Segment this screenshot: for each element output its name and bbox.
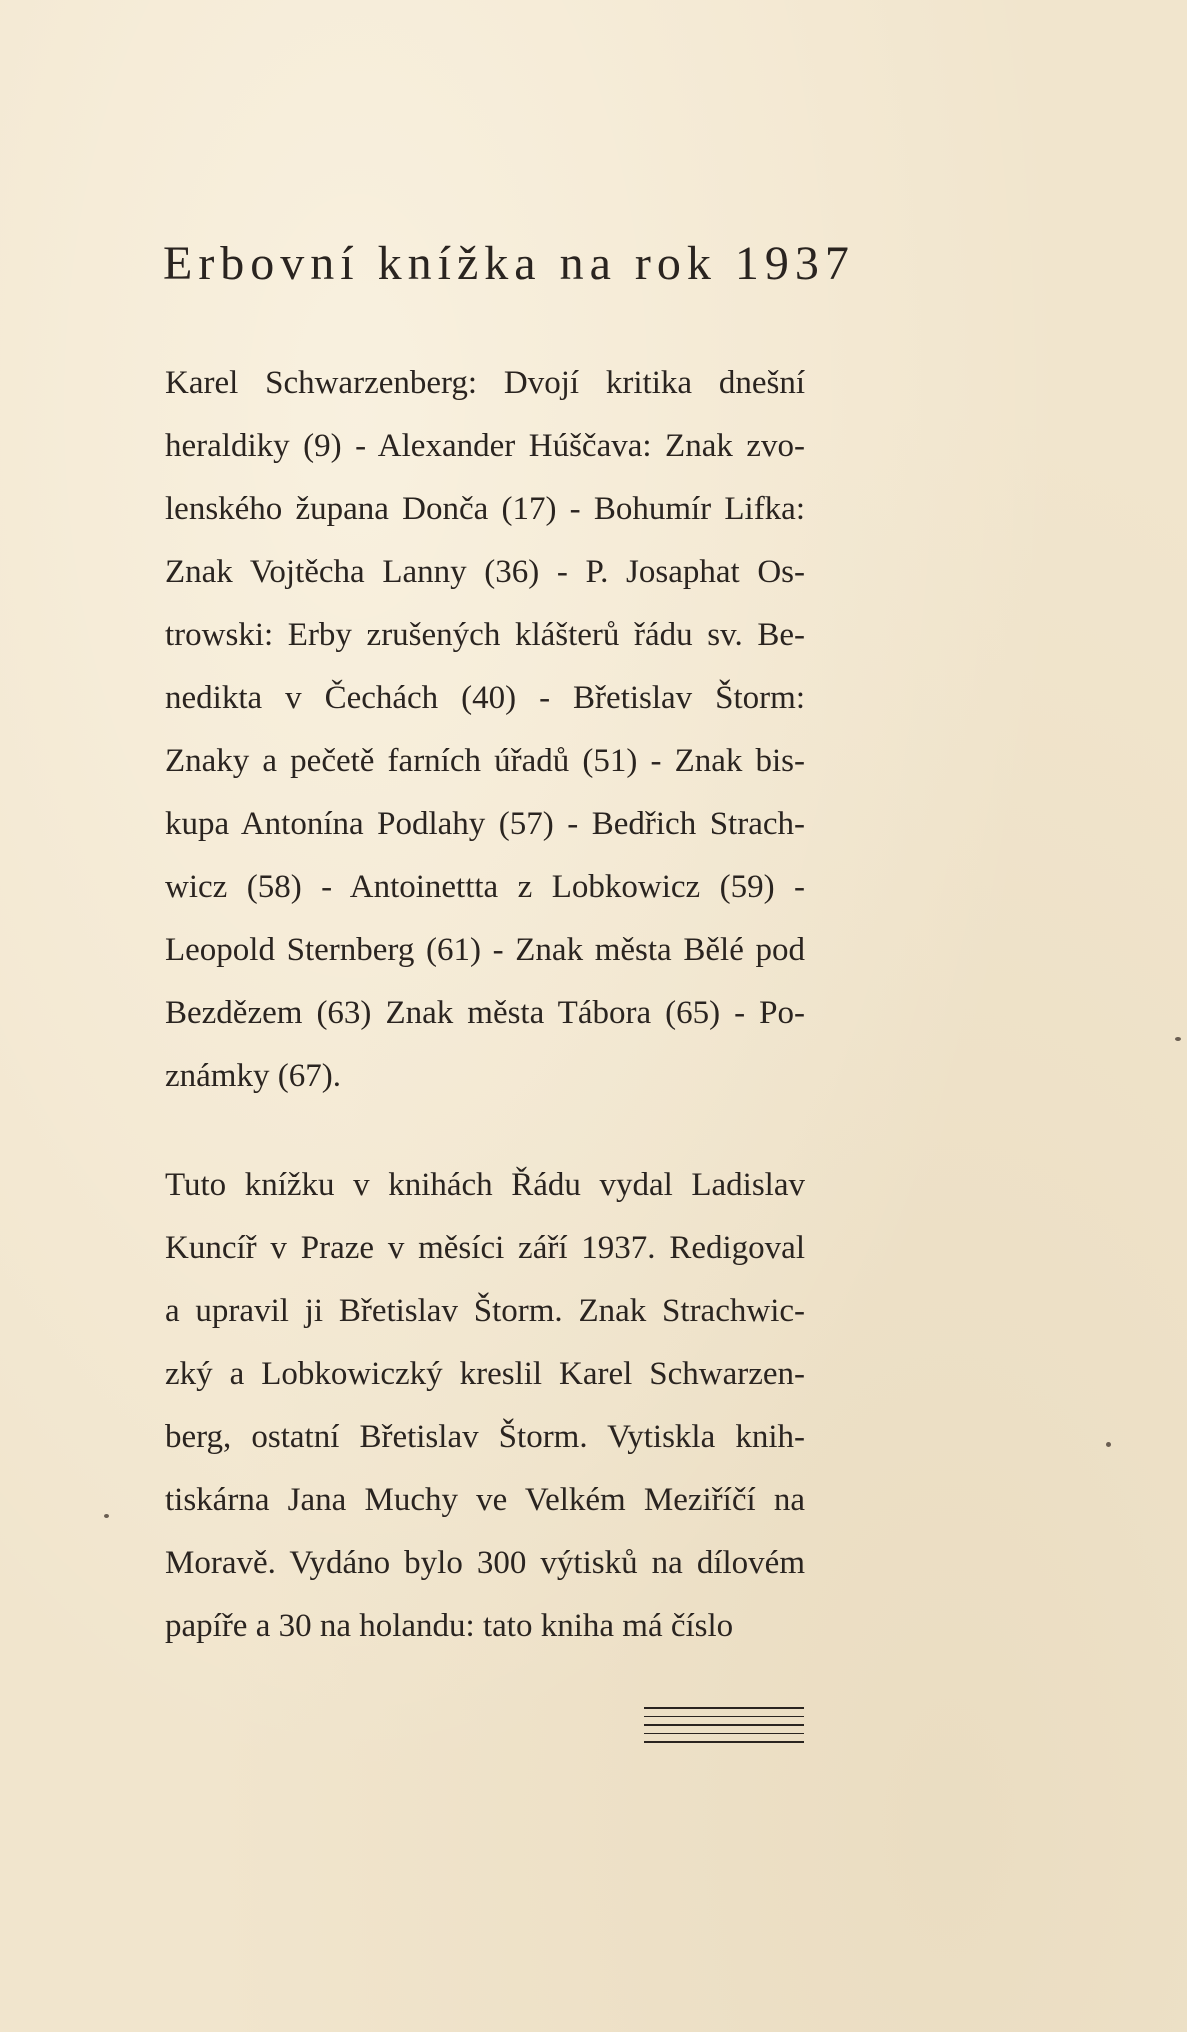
colophon-line: Kuncíř v Praze v měsíci září 1937. Redigoval xyxy=(165,1230,805,1266)
contents-line: Karel Schwarzenberg: Dvojí kritika dnešní xyxy=(165,365,805,401)
contents-paragraph xyxy=(165,352,805,1108)
contents-line: trowski: Erby zrušených klášterů řádu sv. Be- xyxy=(165,617,805,653)
contents-line: Leopold Sternberg (61) - Znak města Bělé pod xyxy=(165,932,805,968)
contents-line: Bezdězem (63) Znak města Tábora (65) - Po- xyxy=(165,995,805,1031)
colophon-paragraph xyxy=(165,1154,805,1658)
number-entry-rules xyxy=(644,1707,804,1750)
rule-line xyxy=(644,1724,804,1726)
colophon-line: Tuto knížku v knihách Řádu vydal Ladislav xyxy=(165,1167,805,1203)
paper-speck xyxy=(104,1514,109,1518)
colophon-line: a upravil ji Břetislav Štorm. Znak Strachwic- xyxy=(165,1293,805,1329)
contents-line: kupa Antonína Podlahy (57) - Bedřich Strach- xyxy=(165,806,805,842)
rule-line xyxy=(644,1733,804,1735)
colophon-line: Moravě. Vydáno bylo 300 výtisků na dílovém xyxy=(165,1545,805,1581)
paper-speck xyxy=(1175,1037,1181,1041)
paper-speck xyxy=(1106,1442,1111,1447)
contents-line: heraldiky (9) - Alexander Húščava: Znak zvo- xyxy=(165,428,805,464)
contents-line: Znak Vojtěcha Lanny (36) - P. Josaphat Os- xyxy=(165,554,805,590)
contents-line: Znaky a pečetě farních úřadů (51) - Znak bis- xyxy=(165,743,805,779)
rule-line xyxy=(644,1741,804,1743)
colophon-line: berg, ostatní Břetislav Štorm. Vytiskla knih- xyxy=(165,1419,805,1455)
rule-line xyxy=(644,1707,804,1709)
contents-line: wicz (58) - Antoinettta z Lobkowicz (59) - xyxy=(165,869,805,905)
colophon-line: zký a Lobkowiczký kreslil Karel Schwarzen- xyxy=(165,1356,805,1392)
contents-line: nedikta v Čechách (40) - Břetislav Štorm: xyxy=(165,680,805,716)
contents-line: známky (67). xyxy=(165,1058,341,1094)
colophon-line: tiskárna Jana Muchy ve Velkém Meziříčí na xyxy=(165,1482,805,1518)
contents-line: lenského župana Donča (17) - Bohumír Lifka: xyxy=(165,491,805,527)
colophon-line: papíře a 30 na holandu: tato kniha má číslo xyxy=(165,1608,734,1644)
page-title: Erbovní knížka na rok 1937 xyxy=(163,237,855,290)
rule-line xyxy=(644,1716,804,1718)
